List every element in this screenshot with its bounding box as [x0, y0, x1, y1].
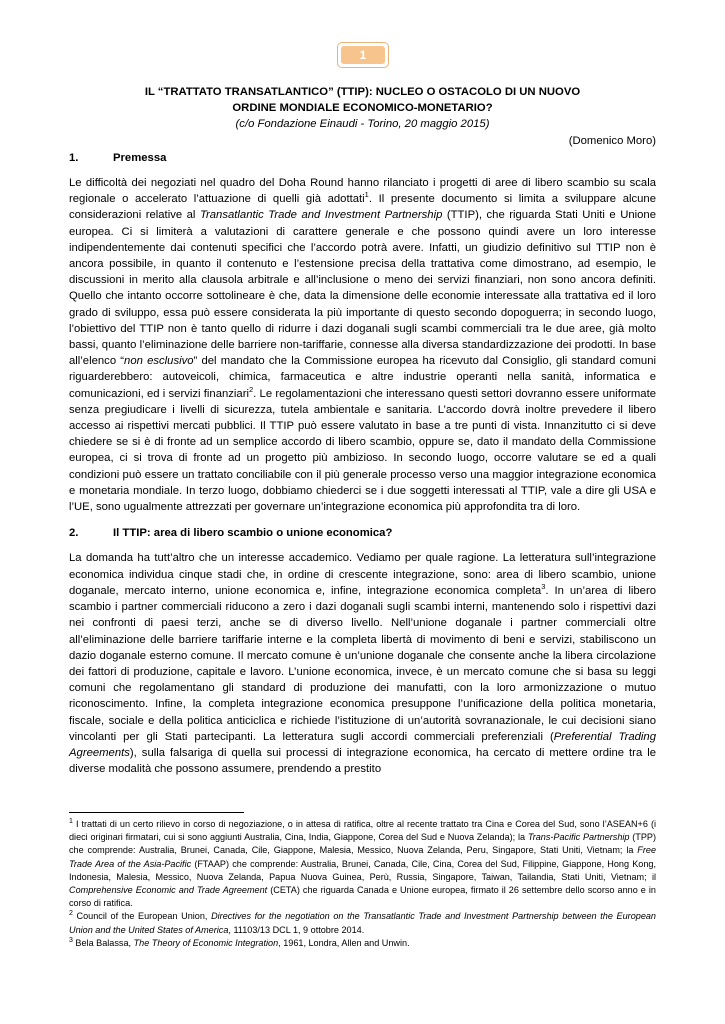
text-run: La domanda ha tutt’altro che un interesse accademico. Vediamo per quale ragione. La letteratura sull’integrazione economica individua cinque stadi che, in ordine di crescente integrazione, sono: area di libero scambio, unione doganale, mercato interno, unione economica e, infine, integrazione economica completa: [69, 552, 656, 597]
text-run: Le difficoltà dei negoziati nel quadro del Doha Round hanno rilanciato i progetti di aree di libero scambio su scala regionale o accelerato l’attuazione di quelli già adottati: [69, 177, 656, 206]
footnote-3: [69, 937, 656, 950]
text-run: , 11103/13 DCL 1, 9 ottobre 2014.: [228, 924, 365, 935]
text-run: . In un’area di libero scambio i partner commerciali riducono a zero i dazi doganali sugli scambi interni, mantenendo solo i rispettivi dazi nei confronti di paesi terzi, anche se di diverso livello. Nell’unione doganale i partner commerciali oltre all’eliminazione delle barriere tariffarie interne e la completa libertà di movimento di beni e servizi, stabiliscono un dazio doganale esterno comune. Il mercato comune è un’unione doganale che consente anche la libera circolazione dei fattori di produzione, capitale e lavoro. L’unione economica, invece, è un mercato comune che si basa su leggi comuni che regolamentano gli standard di produzione dei manufatti, con la loro armonizzazione o mutuo riconoscimento. Infine, la completa integrazione economica presuppone l’unificazione della politica monetaria, fiscale, sociale e della politica anticiclica e richiede l’istituzione di un’autorità sovranazionale, le cui decisioni siano vincolanti per gli Stati partecipanti. La letteratura sugli accordi commerciali preferenziali (: [69, 584, 656, 743]
footnotes: [69, 818, 656, 950]
document-body: [69, 84, 656, 777]
document-title-line-2: ORDINE MONDIALE ECONOMICO-MONETARIO?: [232, 102, 493, 115]
section-2-title: Il TTIP: area di libero scambio o unione economica?: [113, 527, 393, 540]
text-run: (CETA) che riguarda Canada e Unione europea, firmato il 26 settembre dello scorso anno e in corso di ratifica.: [69, 885, 656, 909]
footnote-1: [69, 818, 656, 910]
text-run: (TPP) che comprende: Australia, Brunei, Canada, Cile, Giappone, Malesia, Messico, Nuova Zelanda, Peru, Singapore, Stati Uniti, Vietnam; la: [69, 832, 656, 856]
footnote-number: 2: [69, 910, 73, 918]
footnote-2: [69, 910, 656, 936]
text-run: . Le regolamentazioni che interessano questi settori dovranno essere uniformate senza pregiudicare i livelli di sicurezza, tutela ambientale e sanitaria. L’accordo dovrà inoltre prevedere il libero accesso ai rispettivi mercati pubblici. Il TTIP può essere valutato in base a tre punti di vista. Innanzitutto ci si deve chiedere se si è di fronte ad un semplice accordo di libero scambio, oppure se, dato il mandato della Commissione europea, ci si trova di fronte ad un progetto più ambizioso. In secondo luogo, occorre valutare se ed a quali condizioni può essere un trattato conciliabile con il più generale processo verso una maggior integrazione economica e monetaria mondiale. In terzo luogo, dobbiamo chiederci se i due soggetti interessati al TTIP, vale a dire gli USA e l’UE, sono ugualmente attrezzati per governare un’integrazione economica più approfondita tra di loro.: [69, 387, 656, 514]
text-run-italic: Preferential Trading Agreements: [69, 730, 656, 759]
text-run: (FTAAP) che comprende: Australia, Brunei, Canada, Cile, Cina, Corea del Sud, Filippine, Giappone, Hong Kong, Indonesia, Malesia, Messico, Nuova Zelanda, Papua Nuova Guinea, Perù, Russia, Singapore, Taiwan, Tailandia, Stati Uniti, Vietnam; il: [69, 858, 656, 882]
text-run-italic: Transatlantic Trade and Investment Partnership: [199, 209, 443, 222]
section-2-paragraph: [69, 550, 656, 777]
footnote-ref-2: 2: [248, 384, 254, 394]
footnote-number: 3: [69, 936, 73, 944]
text-run: ” del mandato che la Commissione europea ha ricevuto dal Consiglio, gli standard comuni riguarderebbero: autoveicoli, chimica, farmaceutica e altre industrie operanti nella sanità, informatica e comunicazioni, ed i servizi finanziari: [69, 355, 657, 400]
text-run: Council of the European Union,: [72, 911, 212, 922]
text-run-italic: Trans-Pacific Partnership: [527, 832, 630, 843]
section-1-paragraph: [69, 175, 656, 515]
text-run: . Il presente documento si limita a sviluppare alcune considerazioni relative al: [69, 193, 656, 222]
text-run: , 1961, Londra, Allen and Unwin.: [278, 937, 410, 948]
text-run-italic: Comprehensive Economic and Trade Agreement: [69, 885, 268, 896]
document-subtitle: (c/o Fondazione Einaudi - Torino, 20 maggio 2015): [235, 118, 490, 131]
section-2-number: 2.: [69, 527, 79, 540]
text-run: ), sulla falsariga di quella sui processi di integrazione economica, ha cercato di mettere ordine tra le diverse modalità che possono assumere, prendendo a prestito: [69, 746, 656, 776]
section-1-heading: [69, 150, 656, 166]
footnote-divider: [69, 812, 244, 813]
footnote-ref-1: 1: [364, 190, 369, 200]
section-1-number: 1.: [69, 151, 79, 164]
text-run-italic: non esclusivo: [124, 355, 194, 368]
text-run: Bela Balassa,: [72, 937, 134, 948]
footnote-number: 1: [69, 817, 73, 825]
section-1-title: Premessa: [113, 151, 167, 164]
footnote-ref-3: 3: [541, 582, 546, 592]
text-run-italic: Free Trade Area of the Asia-Pacific: [69, 845, 656, 869]
page-number: 1: [341, 46, 385, 64]
text-run: I trattati di un certo rilievo in corso di negoziazione, o in attesa di ratifica, oltre al recente trattato tra Cina e Corea del Sud, sono l’ASEAN+6 (i dieci originari firmatari, cui si sono aggiunti Australia, Cina, India, Giappone, Corea del Sud e Nuova Zelanda); la: [69, 819, 656, 843]
document-author: (Domenico Moro): [568, 134, 656, 147]
text-run-italic: The Theory of Economic Integration: [133, 937, 279, 948]
page-number-badge: [337, 42, 389, 68]
document-title-line-1: IL “TRATTATO TRANSATLANTICO” (TTIP): NUCLEO O OSTACOLO DI UN NUOVO: [144, 86, 581, 98]
section-2-heading: [69, 525, 656, 541]
text-run: (TTIP), che riguarda Stati Uniti e Unione europea. Ci si limiterà a valutazioni di carattere generale e che possono quindi avere un loro interesse indipendentemente dai contenuti specifici che l’accordo potrà avere. Infatti, un giudizio definitivo sul TTIP non è ancora possibile, in quanto il contenuto e l’estensione precisa della trattativa come dimostrano, ad esempio, le discussioni in merito alla clausola arbitrale e all’inclusione o meno dei servizi finanziari, non sono ancora definiti. Quello che intanto occorre sottolineare è che, data la dimensione delle economie interessate alla trattativa ed il loro grado di sviluppo, essa può essere considerata la più importante di questo secondo dopoguerra; in secondo luogo, l’obiettivo del TTIP non è tanto quello di ridurre i dazi doganali sugli scambi commerciali tra le due aree, già molto bassi, quanto l’eliminazione delle barriere non-tariffarie, connesse alla diversa standardizzazione dei prodotti. In base all’elenco “: [69, 209, 656, 368]
text-run-italic: Directives for the negotiation on the Transatlantic Trade and Investment Partnership between the European Union and the United States of America: [69, 911, 656, 935]
